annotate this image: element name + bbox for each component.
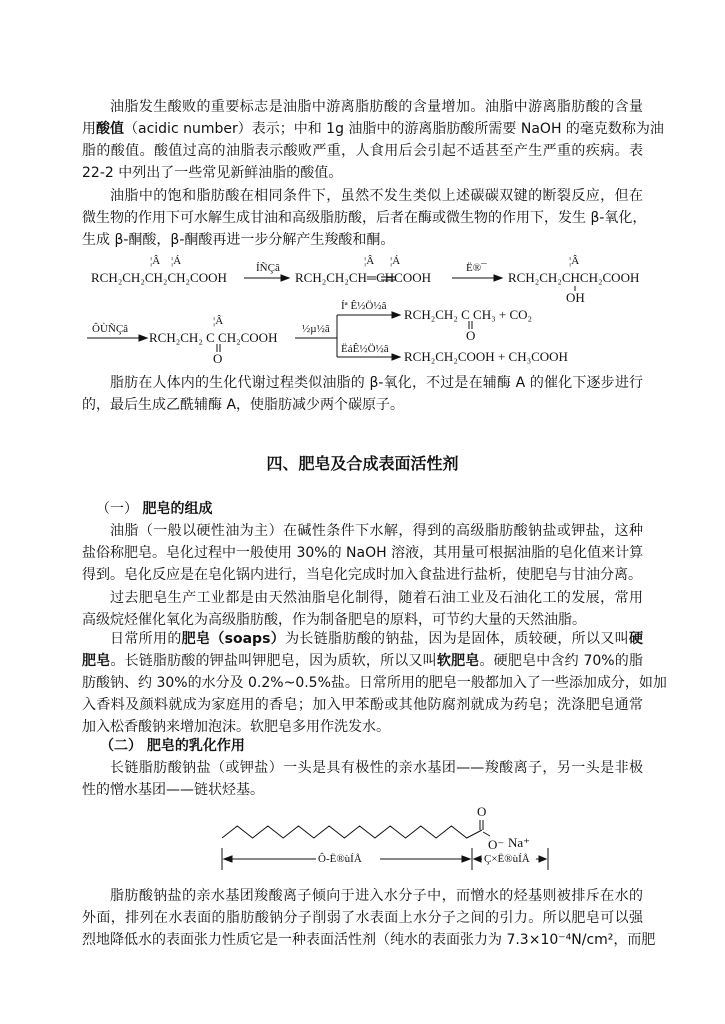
alpha-carbon-label-4: ¦Â: [213, 315, 224, 327]
hydroxy-group: OH: [566, 290, 585, 305]
text-segment: 微生物的作用下可水解生成甘油和高级脂肪酸，后者在酶或微生物的作用下，发生 β-氧化，: [82, 210, 647, 226]
re-dehydrogenation-label: ÔÙÑÇâ: [92, 323, 129, 335]
bold-text: 硬: [629, 631, 643, 647]
keto-oxygen: O: [213, 351, 223, 366]
text-segment: （acidic number）表示；中和 1g 油脂中的游离脂肪酸所需要 NaOH 的毫克数称为油: [124, 121, 664, 137]
beta-carbon-label-2: ¦Á: [390, 255, 401, 267]
text-line: [82, 885, 643, 907]
beta-carbon-label: ¦Á: [171, 255, 182, 267]
text-segment: 过去肥皂生产工业都是由天然油脂皂化制得，随着石油工业及石油化工的发展，常用: [110, 590, 643, 606]
section-heading: 四、肥皂及合成表面活性剂: [266, 454, 459, 473]
fatty-acid-formula: RCH₂CH₂CH₂CH₂COOH: [91, 270, 227, 285]
text-segment: 长链脂肪酸钠盐（或钾盐）一头是具有极性的亲水基团——羧酸离子，另一头是非极: [110, 760, 643, 776]
unsaturated-acid-formula: RCH₂CH₂CH═CHCOOH: [295, 270, 432, 285]
keto-acid-formula: RCH₂CH₂ C CH₂COOH: [149, 330, 278, 345]
alpha-carbon-label-2: ¦Â: [364, 255, 375, 267]
text-segment: 用: [82, 121, 96, 137]
text-segment: 外面，排列在水表面的脂肪酸钠分子削弱了水表面上水分子之间的引力。所以肥皂可以强: [82, 910, 643, 926]
text-segment: 高级烷烃催化氧化为高级脂肪酸，作为制备肥皂的原料，可节约大量的天然油脂。: [82, 612, 586, 628]
alpha-carbon-label: ¦Â: [150, 255, 161, 267]
text-segment: 得到。皂化反应是在皂化锅内进行，当皂化完成时加入食盐进行盐析，使肥皂与甘油分离。: [82, 567, 642, 583]
text-segment: 生成 β-酮酸，β-酮酸再进一步分解产生羧酸和酮。: [82, 232, 395, 248]
text-line: [82, 907, 643, 929]
hydroxy-acid-formula: RCH₂CH₂CHCH₂COOH: [508, 270, 640, 285]
text-segment: 入香料及颜料就成为家庭用的香皂；加入甲苯酚或其他防腐剂就成为药皂；洗涤肥皂通常: [82, 697, 643, 713]
carbonyl-oxygen: O: [477, 804, 487, 819]
hydration-label: Ë®¯: [466, 262, 487, 274]
text-segment: （一）: [96, 501, 143, 517]
paragraph-surface-tension: [82, 885, 656, 951]
text-segment: 油脂中的饱和脂肪酸在相同条件下，虽然不发生类似上述碳碳双键的断裂反应，但在: [110, 188, 643, 204]
hydrophilic-group-label: Ç×Ë®ùÍÅ: [484, 853, 530, 865]
ketonic-cleavage-label: Íª Ê½Ö½â: [341, 300, 387, 312]
bold-text: （二） 肥皂的乳化作用: [100, 738, 245, 754]
hydrocarbon-chain: [222, 826, 482, 838]
text-segment: 22-2 中列出了一些常见新鲜油脂的酸值。: [82, 165, 343, 181]
bold-text: 肥皂: [82, 653, 111, 669]
text-segment: 脂肪在人体内的生化代谢过程类似油脂的 β-氧化，不过是在辅酶 A 的催化下逐步进行: [110, 375, 643, 391]
text-segment: 的，最后生成乙酰辅酶 A，使脂肪减少两个碳原子。: [82, 397, 405, 413]
carboxylate-oxygen: O⁻: [488, 837, 505, 852]
decomposition-label: ½µ½â: [302, 323, 330, 335]
ketone-oxygen: O: [466, 328, 476, 343]
bold-text: 酸值: [96, 121, 124, 137]
text-line: [82, 929, 656, 951]
alpha-carbon-label-3: ¦Â: [569, 255, 580, 267]
dehydrogenation-label: ÍÑÇâ: [256, 262, 280, 274]
sodium-ion: Na⁺: [508, 835, 531, 850]
bold-text: 肥皂的组成: [142, 501, 213, 517]
text-segment: 油脂（一般以硬性油为主）在碱性条件下水解，得到的高级脂肪酸钠盐或钾盐，这种: [110, 523, 643, 539]
text-segment: 。硬肥皂中含约 70%的脂: [479, 653, 644, 669]
text-segment: 盐俗称肥皂。皂化过程中一般使用 30%的 NaOH 溶液，其用量可根据油脂的皂化值来计算: [82, 545, 644, 561]
hydrophobic-group-label: Ô-Ë®ùÍÅ: [318, 853, 362, 865]
text-segment: 脂的酸值。酸值过高的油脂表示酸败严重，人食用后会引起不适甚至产生严重的疾病。表: [82, 143, 643, 159]
text-segment: 肪酸钠、约 30%的水分及 0.2%~0.5%盐。日常所用的肥皂一般都加入了一些添加成分，如加: [82, 675, 667, 691]
bold-text: 软肥皂: [436, 653, 480, 669]
text-segment: 为长链脂肪酸的钠盐，因为是固体，质较硬，所以又叫: [285, 631, 629, 647]
bold-text: 肥皂（soaps）: [181, 631, 286, 647]
text-segment: 加入松香酸钠来增加泡沫。软肥皂多用作洗发水。: [82, 719, 390, 735]
text-segment: 脂肪酸钠盐的亲水基团羧酸离子倾向于进入水分子中，而憎水的烃基则被排斥在水的: [110, 888, 643, 904]
text-segment: 烈地降低水的表面张力性质它是一种表面活性剂（纯水的表面张力为 7.3×10⁻⁴N/cm²，而肥: [82, 932, 656, 948]
text-segment: 日常所用的: [110, 631, 182, 647]
acidic-cleavage-label: ËáÊ½Ö½â: [341, 343, 389, 355]
acid-products: RCH₂CH₂COOH + CH₃COOH: [404, 349, 568, 364]
ketone-product: RCH₂CH₂ C CH₃ + CO₂: [404, 307, 533, 322]
text-segment: 油脂发生酸败的重要标志是油脂中游离脂肪酸的含量增加。油脂中游离脂肪酸的含量: [110, 99, 643, 115]
text-segment: 。长链脂肪酸的钾盐叫钾肥皂，因为质软，所以又叫: [110, 653, 437, 669]
text-segment: 性的憎水基团——链状烃基。: [82, 782, 264, 798]
